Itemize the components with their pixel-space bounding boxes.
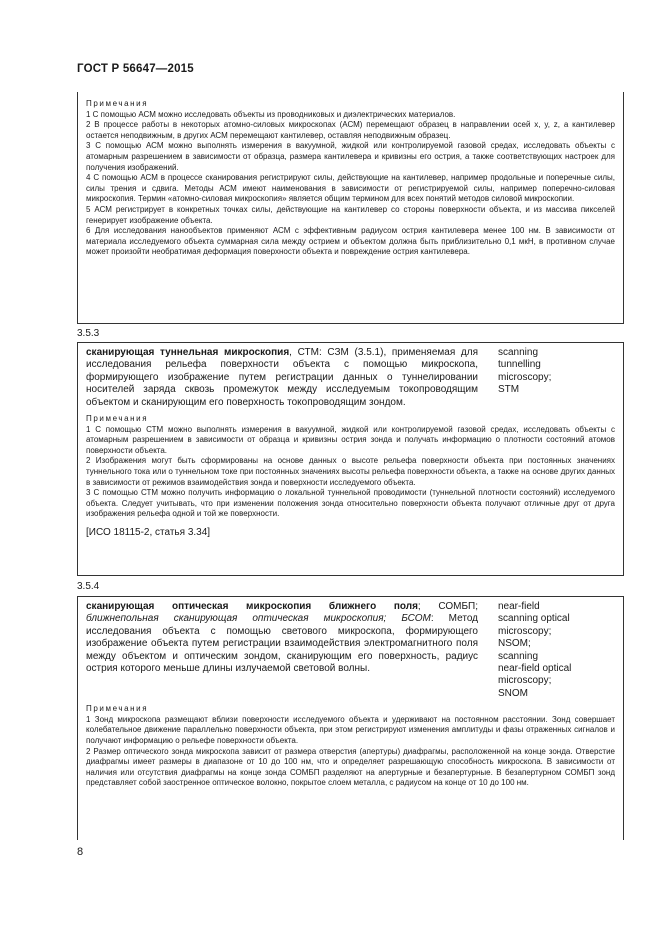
english-term-line: microscopy; bbox=[498, 675, 552, 687]
notes-stm bbox=[78, 414, 623, 520]
english-term-line: microscopy; bbox=[498, 371, 552, 383]
note-item: 2 В процессе работы в некоторых атомно-силовых микроскопах (АСМ) перемещают образец в направлении осей x, y, z, а кантилевер остается неподвижным, в других АСМ перемещают кантилевер, оставляя неподвижным образец. bbox=[86, 120, 615, 140]
notes-box-asm bbox=[77, 92, 624, 324]
term-box-stm bbox=[77, 342, 624, 576]
definition-text: , СТМ: СЗМ (3.5.1), применяемая для исследования рельефа поверхности объекта с помощью микроскопа, формирующего изображение путем регистрации данных о туннелировании носителей заряда сквозь промежуток между исследуемым токопроводящим объектом и сканирующим его поверхность токопроводящим зондом. bbox=[86, 347, 478, 408]
english-term-line: microscopy; bbox=[498, 625, 552, 637]
note-item: 1 С помощью АСМ можно исследовать объекты из проводниковых и диэлектрических материалов. bbox=[86, 109, 456, 119]
english-term-line: scanning optical bbox=[498, 613, 570, 625]
note-item: 6 Для исследования нанообъектов применяют АСМ с эффективным радиусом острия кантилевера менее 100 нм. В зависимости от материала исследуемого объекта суммарная сила между острием и объектом должна быть приблизительно 0,1 мкН, в противном случае может произойти необратимая деформация поверхности объекта и повреждение острия кантилевера. bbox=[86, 226, 615, 257]
notes-snom bbox=[78, 704, 623, 789]
term-entry bbox=[78, 347, 623, 409]
term-name: сканирующая туннельная микроскопия bbox=[86, 347, 290, 358]
english-term-line: tunnelling bbox=[498, 359, 541, 371]
english-term-line: scanning bbox=[498, 650, 539, 662]
english-equivalent bbox=[498, 601, 608, 700]
section-number: 3.5.3 bbox=[77, 328, 100, 339]
term-name: сканирующая оптическая микроскопия ближнего поля bbox=[86, 601, 418, 612]
english-term-line: NSOM; bbox=[498, 638, 531, 650]
notes-asm bbox=[78, 99, 623, 258]
term-entry bbox=[78, 601, 623, 700]
note-item: 2 Размер оптического зонда микроскопа зависит от размера отверстия (апертуры) диафрагмы, расположенной на конце зонда. Отверстие диафрагмы имеет размеры в диапазоне от 10 до 100 нм, что и определяет разрешающую способность микроскопа. В зависимости от наличия или отсутствия диафрагмы на конце зонда СОМБП разделяют на апертурные и безапертурные. В безапертурном СОМБП зонд представляет собой заостренное оптическое волокно, покрытое слоем металла, с радиусом на конце от 10 до 100 нм. bbox=[86, 746, 615, 788]
notes-title: Примечания bbox=[86, 99, 149, 108]
note-item: 1 Зонд микроскопа размещают вблизи поверхности исследуемого объекта и удерживают на постоянном расстоянии. Зонд совершает колебательное движение параллельно поверхности объекта, при этом регистрируют изменения амплитуды и фазы отраженных сигналов и получают информацию о рельефе поверхности объекта. bbox=[86, 714, 615, 746]
term-box-snom bbox=[77, 596, 624, 840]
term-synonym: ближнепольная сканирующая оптическая микроскопия; БСОМ bbox=[86, 613, 431, 625]
note-item: 1 С помощью СТМ можно выполнять измерения в вакуумной, жидкой или контролируемой газовой средах, исследовать объекты с атомарным разрешением в зависимости от образца и кривизны острия зонда и получать информацию о плотности состояний атомов поверхности объекта. bbox=[86, 424, 615, 455]
notes-title: Примечания bbox=[86, 414, 149, 424]
english-term-line: SNOM bbox=[498, 687, 528, 699]
english-equivalent bbox=[498, 347, 608, 409]
english-term-line: near-field optical bbox=[498, 663, 572, 675]
abbreviation: ; СОМБП; bbox=[417, 601, 478, 612]
note-item: 5 АСМ регистрирует в конкретных точках силы, действующие на кантилевер со стороны поверхности объекта, и из массива пикселей генерирует изображение объекта. bbox=[86, 204, 615, 225]
note-item: 3 С помощью АСМ можно выполнять измерения в вакуумной, жидкой или контролируемой газовой средах, исследовать объекты с атомарным разрешением в зависимости от образца, размера кантилевера и кривизны его острия, а также соответствующих настроек для получения изображений. bbox=[86, 141, 615, 172]
page-number: 8 bbox=[77, 846, 84, 858]
english-term-line: STM bbox=[498, 384, 520, 396]
note-item: 3 С помощью СТМ можно получить информацию о локальной туннельной проводимости (туннельной плотности состояний) исследуемого объекта. Следует учитывать, что при изменении положения зонда относительно поверхности объекта получают отличные друг от друга изображения рельефа одной и той же поверхности. bbox=[86, 488, 615, 519]
note-item: 2 Изображения могут быть сформированы на основе данных о высоте рельефа поверхности объекта при постоянных значениях туннельного тока или о туннельном токе при постоянных значениях высоты рельефа поверхности объекта, а также на основе других данных в зависимости от режимов взаимодействия зонда и поверхности исследуемого объекта. bbox=[86, 456, 615, 487]
english-term-line: near-field bbox=[498, 601, 540, 612]
term-definition bbox=[86, 347, 478, 409]
document-header: ГОСТ Р 56647—2015 bbox=[77, 63, 194, 75]
notes-title: Примечания bbox=[86, 704, 149, 714]
source-reference: [ИСО 18115-2, статья 3.34] bbox=[86, 526, 211, 538]
term-definition bbox=[86, 601, 478, 700]
english-term-line: scanning bbox=[498, 347, 539, 358]
definition-text: : Метод исследования объекта с помощью светового микроскопа, формирующего изображение объекта путем регистрации взаимодействия электромагнитного поля между объектом и оптическим зондом, сканирующим его поверхность, радиус острия которого меньше длины излучаемой световой волны. bbox=[86, 613, 478, 675]
section-number: 3.5.4 bbox=[77, 581, 100, 592]
note-item: 4 С помощью АСМ в процессе сканирования регистрируют силы, действующие на кантилевер, например продольные и поперечные силы, силы трения и сдвига. Методы АСМ имеют наименования в зависимости от регистрируемой силы, например поперечно-силовая микроскопия. Термин «атомно-силовая микроскопия» является общим термином для всех понятий методов силовой микроскопии. bbox=[86, 173, 615, 204]
